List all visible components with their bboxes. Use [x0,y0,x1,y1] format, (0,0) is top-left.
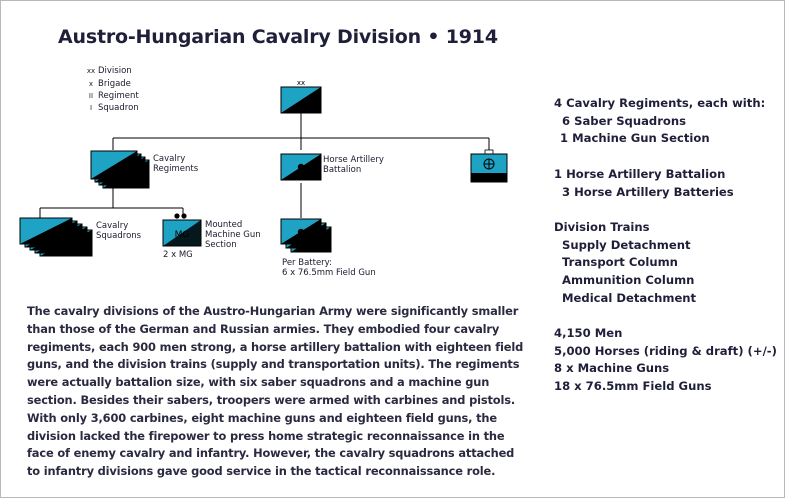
paragraph-line: The cavalry divisions of the Austro-Hungarian Army were significantly smaller [27,304,519,318]
legend-label: Brigade [98,79,131,89]
paragraph-line: With only 3,600 carbines, eight machine guns and eighteen field guns, the [27,410,497,425]
paragraph-line: face of enemy cavalry and infantry. However, the cavalry squadrons attached [27,446,515,461]
label-line: 2 x MG [163,250,193,260]
horse-artillery-label [323,155,384,175]
paragraph-line: to infantry divisions gave good service in the tactical reconnaissance role. [27,464,496,479]
label-line: Cavalry [96,221,129,231]
division-hq-symbol [281,87,321,113]
legend-symbol: I [89,104,93,112]
summary-totals [554,325,777,396]
summary-line: 4 Cavalry Regiments, each with: [554,96,766,110]
horse-artillery-battalion-symbol [281,154,321,180]
paragraph-line: section. Besides their sabers, troopers were armed with carbines and pistols. [27,392,516,407]
label-line: 6 x 76.5mm Field Gun [282,268,376,278]
summary-line: 5,000 Horses (riding & draft) (+/-) [554,343,777,358]
label-line: Per Battery: [282,258,332,268]
page-title: Austro-Hungarian Cavalry Division • 1914 [58,26,498,48]
legend-label: Regiment [98,91,139,101]
summary-line: 8 x Machine Guns [554,361,670,376]
label-line: Squadrons [96,231,142,241]
mg-section-label [205,220,261,250]
summary-line: Division Trains [554,220,650,234]
cavalry-regiments-label [153,154,198,174]
cavalry-squadrons-label [96,221,141,241]
history-paragraph [27,303,529,481]
label-line: Machine Gun [205,230,261,240]
battery-note-label [282,258,376,278]
summary-line: Supply Detachment [562,237,691,252]
legend-symbol: II [88,92,94,100]
summary-line: 3 Horse Artillery Batteries [562,184,734,199]
label-line: Horse Artillery [323,155,384,165]
division-echelon-mark: xx [296,79,306,87]
legend-label: Division [98,66,132,76]
summary-line: 6 Saber Squadrons [562,113,687,128]
legend-label: Squadron [98,103,139,113]
summary-trains [554,219,696,308]
paragraph-line: were actually battalion size, with six saber squadrons and a machine gun [27,375,490,390]
label-line: Section [205,240,237,250]
label-line: Regiments [153,164,199,174]
legend-symbol: xx [86,67,96,75]
paragraph-line: than those of the German and Russian armies. They embodied four cavalry [27,321,500,336]
legend-symbol: x [88,80,94,88]
division-trains-symbol [471,150,507,182]
paragraph-line: guns, and the division trains (supply and transportation units). The regiments [27,357,520,372]
cavalry-squadrons-symbol [20,218,92,256]
label-line: Cavalry [153,154,186,164]
summary-line: Medical Detachment [562,290,697,305]
summary-regiments [554,95,765,148]
summary-line: 4,150 Men [554,326,623,340]
summary-line: 1 Horse Artillery Battalion [554,167,726,181]
summary-artillery [554,166,734,201]
mg-label: MG [174,230,190,240]
paragraph-line: division lacked the firepower to press home strategic reconnaissance in the [27,428,505,443]
label-line: Battalion [323,165,362,175]
summary-line: 1 Machine Gun Section [560,131,710,146]
label-line: Mounted [205,220,243,230]
summary-line: Ammunition Column [562,273,695,288]
artillery-batteries-symbol [281,219,331,252]
cavalry-regiments-symbol [91,151,149,188]
summary-line: 18 x 76.5mm Field Guns [554,379,712,394]
mg-count-label [163,250,193,260]
summary-line: Transport Column [562,255,678,270]
paragraph-line: regiments, each 900 men strong, a horse artillery battalion with eighteen field [27,339,524,354]
